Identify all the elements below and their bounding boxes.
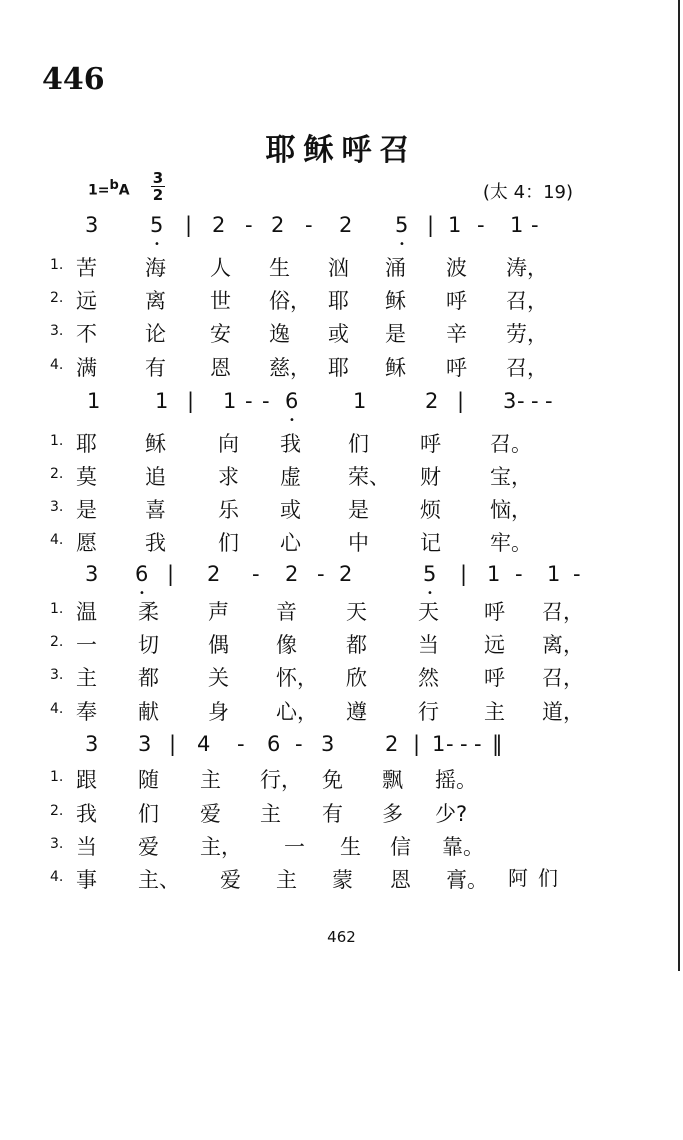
lyric-char: 爱 <box>220 868 241 892</box>
lyric-char: 召， <box>542 600 584 624</box>
lyric-char: 爱 <box>200 802 221 826</box>
lyric-char: 然 <box>418 666 439 690</box>
lyric-char: 呼 <box>484 600 505 624</box>
lyric-char: 远 <box>484 633 505 657</box>
dash: - <box>460 732 468 756</box>
dash: - <box>305 213 313 237</box>
lyric-char: 当 <box>418 633 439 657</box>
low-octave-dot: • <box>427 588 433 599</box>
verse-number: 2. <box>50 290 64 306</box>
page-edge-line <box>678 0 680 971</box>
lyric-char: 天 <box>346 600 367 624</box>
page-number: 462 <box>327 928 356 946</box>
barline: | <box>169 732 177 756</box>
note: 3 <box>503 389 517 413</box>
dash: - <box>515 562 523 586</box>
lyric-char: 我 <box>76 802 97 826</box>
note: 4 <box>197 732 211 756</box>
lyric-char: 声 <box>208 600 229 624</box>
lyric-char: 有 <box>322 802 343 826</box>
lyric-char: 行， <box>260 768 302 792</box>
verse-number: 3. <box>50 323 64 339</box>
lyric-char: 爱 <box>138 835 159 859</box>
note: 2 <box>285 562 299 586</box>
dash: - <box>295 732 303 756</box>
lyric-char: 中 <box>348 531 369 555</box>
barline: | <box>167 562 175 586</box>
barline: | <box>185 213 193 237</box>
verse-number: 4. <box>50 357 64 373</box>
lyric-char: 免 <box>322 768 343 792</box>
note: 1 <box>87 389 101 413</box>
note: 1 <box>487 562 501 586</box>
lyric-char: 恩 <box>210 356 231 380</box>
dash: - <box>545 389 553 413</box>
lyric-char: 生 <box>340 835 361 859</box>
lyric-char: 温 <box>76 600 97 624</box>
verse-number: 2. <box>50 803 64 819</box>
key-label: 1= <box>88 182 110 199</box>
lyric-char: 遵 <box>346 700 367 724</box>
lyric-char: 稣 <box>385 289 406 313</box>
verse-number: 1. <box>50 257 64 273</box>
lyric-char: 财 <box>420 465 441 489</box>
dash: - <box>317 562 325 586</box>
note: 5 <box>395 213 409 237</box>
note: 2 <box>385 732 399 756</box>
lyric-char: 蒙 <box>332 868 353 892</box>
lyric-char: 信 <box>390 835 411 859</box>
lyric-char: 主 <box>276 868 297 892</box>
lyric-char: 稣 <box>385 356 406 380</box>
lyric-char: 乐 <box>218 498 239 522</box>
lyric-char: 喜 <box>145 498 166 522</box>
lyric-line <box>50 461 620 491</box>
lyric-char: 召， <box>542 666 584 690</box>
lyric-char: 涛， <box>506 256 548 280</box>
verse-number: 2. <box>50 466 64 482</box>
dash: - <box>262 389 270 413</box>
lyric-char: 主 <box>200 768 221 792</box>
lyric-char: 离 <box>145 289 166 313</box>
note: 1 <box>432 732 446 756</box>
lyric-char: 柔 <box>138 600 159 624</box>
lyric-line <box>50 662 620 692</box>
lyric-char: 召， <box>506 356 548 380</box>
lyric-char: 牢。 <box>490 531 532 555</box>
barline: | <box>457 389 465 413</box>
time-signature <box>150 170 166 203</box>
lyric-char: 向 <box>218 432 239 456</box>
lyric-char: 飘 <box>382 768 403 792</box>
lyric-char: 或 <box>280 498 301 522</box>
lyric-char: 一 <box>76 633 97 657</box>
key-signature <box>88 178 130 199</box>
lyric-char: 主 <box>484 700 505 724</box>
verse-number: 2. <box>50 634 64 650</box>
lyric-char: 多 <box>382 802 403 826</box>
lyric-char: 行 <box>418 700 439 724</box>
lyric-line <box>50 764 620 794</box>
lyric-char: 记 <box>420 531 441 555</box>
lyric-char: 切 <box>138 633 159 657</box>
notes-row <box>55 732 595 762</box>
lyric-char: 人 <box>210 256 231 280</box>
lyric-char: 恩 <box>390 868 411 892</box>
lyric-line <box>50 831 620 861</box>
lyric-char: 主、 <box>138 868 180 892</box>
hymn-number: 446 <box>42 62 105 97</box>
time-sig-bottom: 2 <box>152 186 164 204</box>
note: 3 <box>321 732 335 756</box>
lyric-char: 奉 <box>76 700 97 724</box>
lyric-line <box>50 252 620 282</box>
lyric-char: 满 <box>76 356 97 380</box>
lyric-char: 海 <box>145 256 166 280</box>
lyric-char: 跟 <box>76 768 97 792</box>
lyric-char: 偶 <box>208 633 229 657</box>
note: 6 <box>285 389 299 413</box>
note: 2 <box>339 213 353 237</box>
lyric-char: 辛 <box>446 322 467 346</box>
lyric-char: 都 <box>138 666 159 690</box>
lyric-char: 欣 <box>346 666 367 690</box>
barline: | <box>413 732 421 756</box>
lyric-char: 稣 <box>145 432 166 456</box>
lyric-line <box>50 596 620 626</box>
lyric-char: 音 <box>276 600 297 624</box>
lyric-char: 追 <box>145 465 166 489</box>
dash: - <box>245 213 253 237</box>
verse-number: 1. <box>50 433 64 449</box>
note: 2 <box>212 213 226 237</box>
lyric-char: 逸 <box>269 322 290 346</box>
lyric-char: 烦 <box>420 498 441 522</box>
note: 3 <box>138 732 152 756</box>
lyric-char: 随 <box>138 768 159 792</box>
lyric-char: 我 <box>280 432 301 456</box>
lyric-char: 怀， <box>276 666 318 690</box>
key-note: A <box>118 182 130 199</box>
lyric-char: 耶 <box>328 356 349 380</box>
dash: - <box>252 562 260 586</box>
lyric-char: 我 <box>145 531 166 555</box>
low-octave-dot: • <box>399 239 405 250</box>
verse-number: 1. <box>50 769 64 785</box>
dash: - <box>517 389 525 413</box>
lyric-char: 呼 <box>446 356 467 380</box>
barline: | <box>460 562 468 586</box>
note: 1 <box>223 389 237 413</box>
dash: - <box>237 732 245 756</box>
lyric-char: 像 <box>276 633 297 657</box>
note: 2 <box>271 213 285 237</box>
lyric-char: 莫 <box>76 465 97 489</box>
dash: - <box>477 213 485 237</box>
lyric-char: 安 <box>210 322 231 346</box>
note: 2 <box>207 562 221 586</box>
low-octave-dot: • <box>289 415 295 426</box>
lyric-char: 道， <box>542 700 584 724</box>
barline: | <box>427 213 435 237</box>
lyric-char: 不 <box>76 322 97 346</box>
lyric-char: 离， <box>542 633 584 657</box>
lyric-line <box>50 285 620 315</box>
lyric-char: 献 <box>138 700 159 724</box>
dash: - <box>474 732 482 756</box>
lyric-char: 苦 <box>76 256 97 280</box>
verse-number: 4. <box>50 532 64 548</box>
lyric-char: 俗， <box>269 289 311 313</box>
lyric-char: 主， <box>200 835 242 859</box>
note: 1 <box>353 389 367 413</box>
low-octave-dot: • <box>139 588 145 599</box>
lyric-char: 论 <box>145 322 166 346</box>
lyric-char: 有 <box>145 356 166 380</box>
lyric-line <box>50 428 620 458</box>
dash: - <box>531 389 539 413</box>
lyric-char: 心， <box>276 700 318 724</box>
lyric-char: 天 <box>418 600 439 624</box>
lyric-char: 远 <box>76 289 97 313</box>
lyric-line <box>50 318 620 348</box>
verse-number: 1. <box>50 601 64 617</box>
note: 3 <box>85 213 99 237</box>
lyric-char: 少? <box>435 802 468 826</box>
final-barline: ‖ <box>492 732 503 756</box>
time-sig-top: 3 <box>152 169 164 187</box>
note: 6 <box>135 562 149 586</box>
lyric-char: 们 <box>138 802 159 826</box>
lyric-char: 主 <box>260 802 281 826</box>
lyric-char: 荣、 <box>348 465 390 489</box>
lyric-char: 愿 <box>76 531 97 555</box>
lyric-line <box>50 527 620 557</box>
amen: 阿们 <box>508 866 568 890</box>
notes-row <box>55 389 595 426</box>
lyric-char: 呼 <box>420 432 441 456</box>
note: 1 <box>547 562 561 586</box>
note: 1 <box>510 213 524 237</box>
lyric-char: 汹 <box>328 256 349 280</box>
flat-sign: b <box>109 178 119 193</box>
notes-row <box>55 213 595 250</box>
lyric-char: 或 <box>328 322 349 346</box>
lyric-char: 波 <box>446 256 467 280</box>
lyric-char: 劳， <box>506 322 548 346</box>
lyric-char: 是 <box>348 498 369 522</box>
lyric-char: 心 <box>280 531 301 555</box>
lyric-char: 召。 <box>490 432 532 456</box>
lyric-char: 关 <box>208 666 229 690</box>
note: 2 <box>339 562 353 586</box>
note: 1 <box>155 389 169 413</box>
lyric-line <box>50 798 620 828</box>
lyric-char: 靠。 <box>442 835 484 859</box>
scripture-reference: (太 4：19) <box>482 182 573 203</box>
lyric-char: 摇。 <box>435 768 477 792</box>
lyric-line <box>50 352 620 382</box>
note: 5 <box>423 562 437 586</box>
note: 3 <box>85 732 99 756</box>
verse-number: 4. <box>50 869 64 885</box>
lyric-char: 召， <box>506 289 548 313</box>
lyric-char: 慈， <box>269 356 311 380</box>
dash: - <box>245 389 253 413</box>
verse-number: 3. <box>50 667 64 683</box>
lyric-char: 膏。 <box>446 868 488 892</box>
lyric-char: 事 <box>76 868 97 892</box>
lyric-char: 耶 <box>328 289 349 313</box>
lyric-line <box>50 629 620 659</box>
lyric-char: 们 <box>348 432 369 456</box>
note: 6 <box>267 732 281 756</box>
note: 3 <box>85 562 99 586</box>
lyric-char: 主 <box>76 666 97 690</box>
low-octave-dot: • <box>154 239 160 250</box>
lyric-char: 宝， <box>490 465 532 489</box>
dash: - <box>531 213 539 237</box>
verse-number: 3. <box>50 836 64 852</box>
lyric-char: 世 <box>210 289 231 313</box>
lyric-char: 们 <box>218 531 239 555</box>
hymn-title: 耶稣呼召 <box>265 133 418 168</box>
note: 1 <box>448 213 462 237</box>
lyric-char: 生 <box>269 256 290 280</box>
notes-row <box>55 562 595 599</box>
note: 2 <box>425 389 439 413</box>
lyric-char: 是 <box>385 322 406 346</box>
lyric-char: 是 <box>76 498 97 522</box>
lyric-char: 呼 <box>446 289 467 313</box>
lyric-char: 涌 <box>385 256 406 280</box>
lyric-char: 耶 <box>76 432 97 456</box>
barline: | <box>187 389 195 413</box>
lyric-char: 当 <box>76 835 97 859</box>
lyric-char: 虚 <box>280 465 301 489</box>
dash: - <box>573 562 581 586</box>
lyric-char: 身 <box>208 700 229 724</box>
lyric-char: 一 <box>284 835 305 859</box>
lyric-line <box>50 494 620 524</box>
lyric-char: 恼， <box>490 498 532 522</box>
note: 5 <box>150 213 164 237</box>
verse-number: 4. <box>50 701 64 717</box>
lyric-char: 呼 <box>484 666 505 690</box>
lyric-line <box>50 696 620 726</box>
verse-number: 3. <box>50 499 64 515</box>
lyric-char: 求 <box>218 465 239 489</box>
lyric-char: 都 <box>346 633 367 657</box>
dash: - <box>446 732 454 756</box>
